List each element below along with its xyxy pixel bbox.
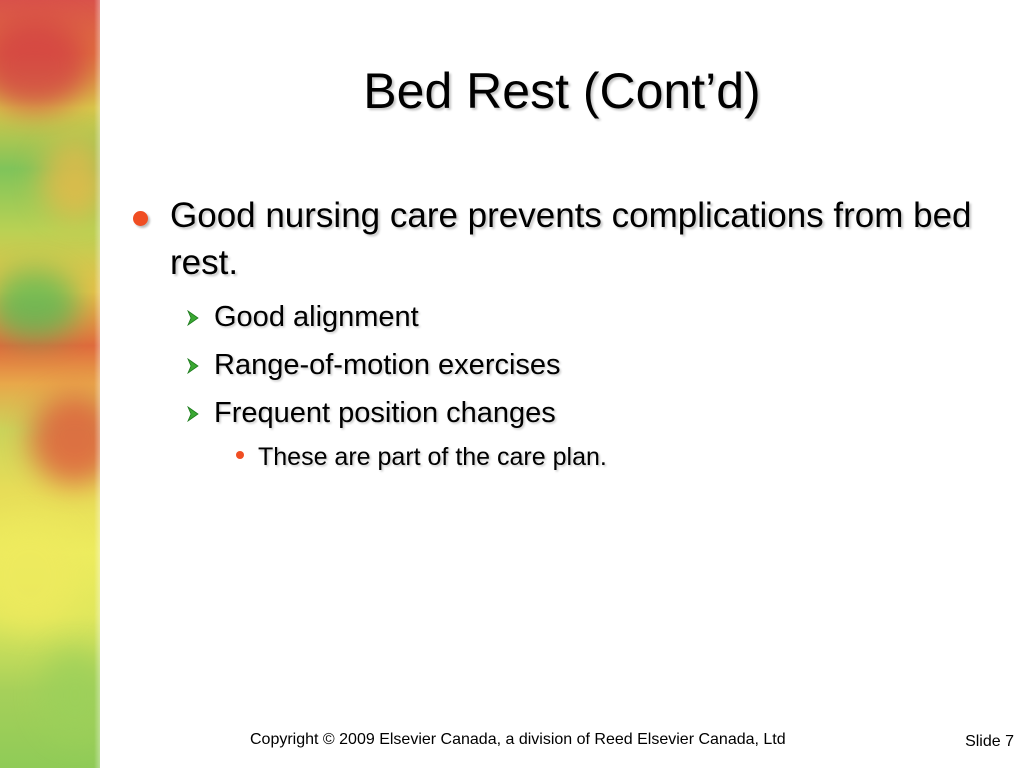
sub-bullet-text: Good alignment [214, 301, 419, 333]
sub-bullet-item [183, 300, 990, 334]
bullet-text: Good nursing care prevents complications from bed rest. [170, 196, 972, 282]
slide-content [130, 192, 990, 472]
sub-bullet-text: Range-of-motion exercises [214, 349, 561, 381]
sub-bullet-item [183, 348, 990, 382]
small-red-dot-icon [236, 451, 244, 459]
sub-sub-bullet-text: These are part of the care plan. [258, 443, 607, 471]
decorative-left-strip [0, 0, 100, 768]
sub-bullet-text: Frequent position changes [214, 397, 556, 429]
bullet-item [130, 192, 990, 286]
slide-number: Slide 7 [965, 733, 1014, 750]
footer-copyright: Copyright © 2009 Elsevier Canada, a division of Reed Elsevier Canada, Ltd [250, 731, 786, 748]
sub-sub-bullet-item [228, 442, 990, 472]
red-dot-icon [133, 211, 148, 226]
green-arrow-icon [185, 310, 201, 326]
sub-bullet-item [183, 396, 990, 430]
green-arrow-icon [185, 358, 201, 374]
green-arrow-icon [185, 406, 201, 422]
slide-title: Bed Rest (Cont’d) [363, 63, 761, 119]
